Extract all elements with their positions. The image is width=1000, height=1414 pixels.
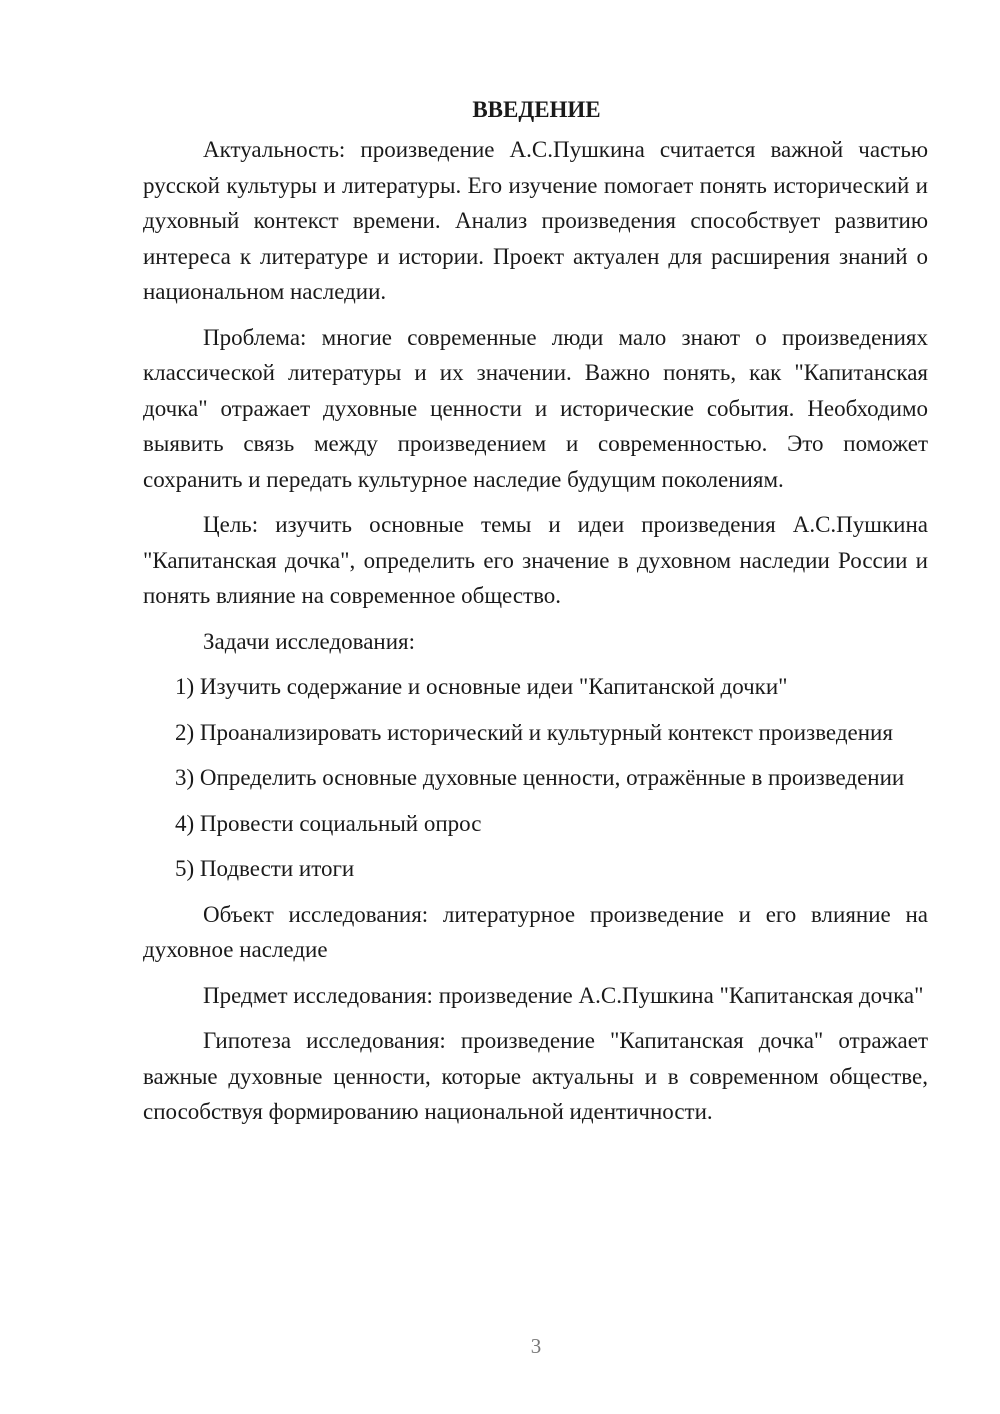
page-title: ВВЕДЕНИЕ [472,97,601,122]
tasks-heading: Задачи исследования: [203,628,416,654]
subject-paragraph: Предмет исследования: произведение А.С.Пушкина "Капитанская дочка" [203,982,924,1008]
task-item-4: 4) Провести социальный опрос [175,810,482,836]
problem-paragraph: Проблема: многие современные люди мало знают о произведениях классической литературы и их значении. Важно понять, как "Капитанская дочка" отражает духовные ценности и исторические события. Необходимо выявить связь между произведением и современностью. Это поможет сохранить и передать культурное наследие будущим поколениям. [143,324,928,492]
hypothesis-paragraph: Гипотеза исследования: произведение "Капитанская дочка" отражает важные духовные ценности, которые актуальны и в современном обществе, способствуя формированию национальной идентичности. [143,1028,928,1124]
document-page [143,92,928,1140]
page-number: 3 [530,1334,542,1358]
relevance-paragraph: Актуальность: произведение А.С.Пушкина считается важной частью русской культуры и литературы. Его изучение помогает понять исторический и духовный контекст времени. Анализ произведения способствует развитию интереса к литературе и истории. Проект актуален для расширения знаний о национальном наследии. [143,137,928,304]
goal-paragraph: Цель: изучить основные темы и идеи произведения А.С.Пушкина "Капитанская дочка", определить его значение в духовном наследии России и понять влияние на современное общество. [143,512,928,608]
object-paragraph: Объект исследования: литературное произведение и его влияние на духовное наследие [143,901,928,962]
task-item-2: 2) Проанализировать исторический и культурный контекст произведения [175,719,893,745]
task-item-3: 3) Определить основные духовные ценности, отражённые в произведении [175,765,905,790]
task-item-5: 5) Подвести итоги [175,856,355,881]
task-item-1: 1) Изучить содержание и основные идеи "Капитанской дочки" [175,674,788,699]
